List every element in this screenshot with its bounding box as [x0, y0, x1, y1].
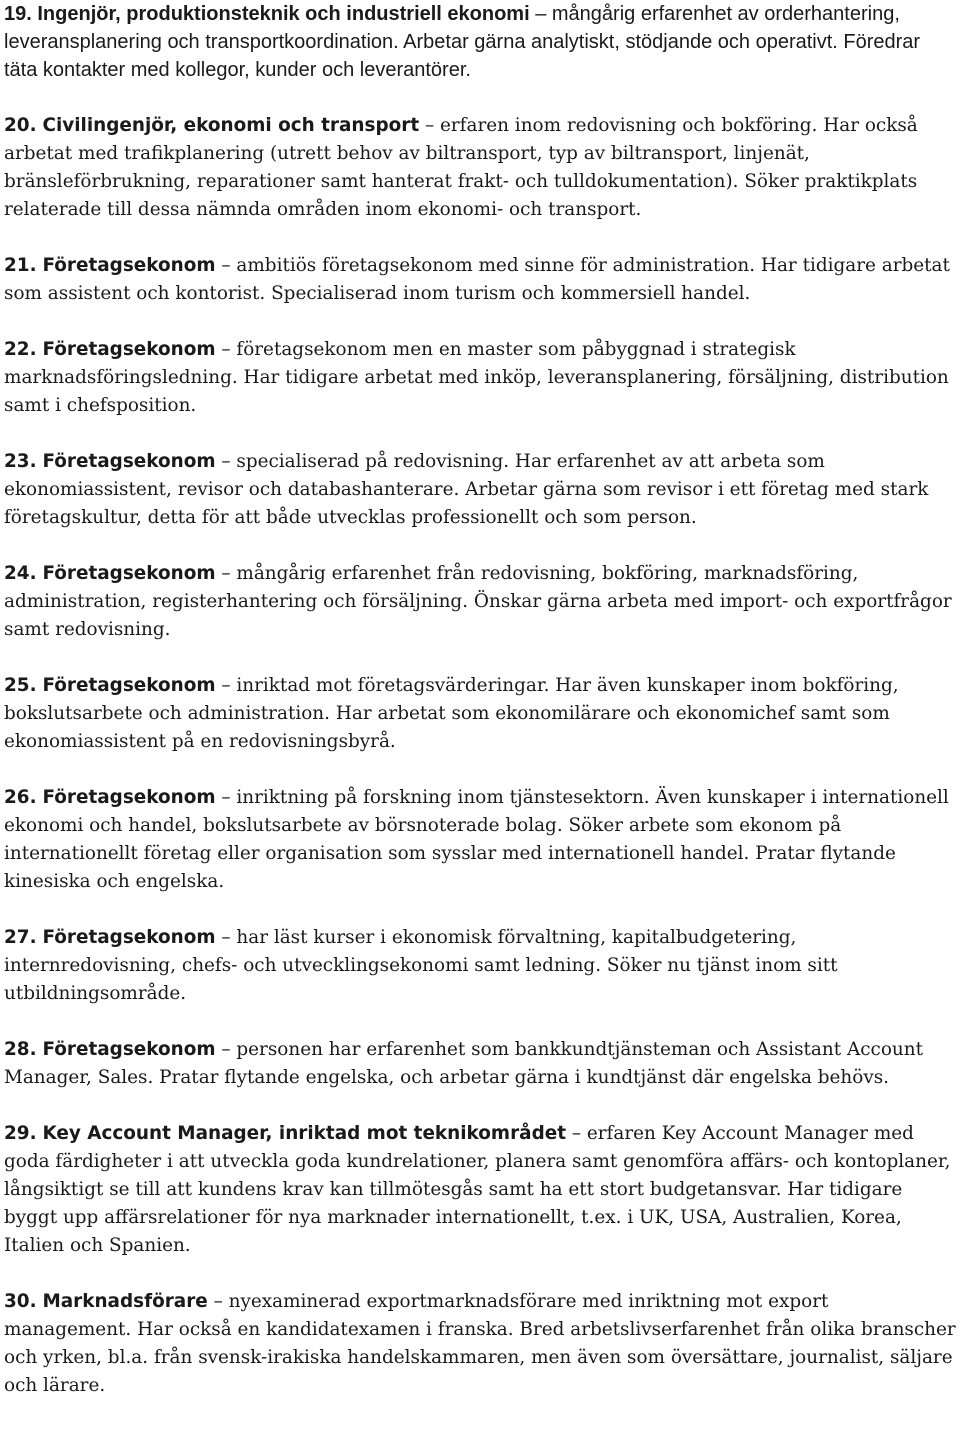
- entry-text: – inriktad mot företagsvärderingar. Har även kunskaper inom bokföring, bokslutsarbete och administration. Har arbetat som ekonomilärare och ekonomichef samt som ekonomiassistent på en redovisningsbyrå.: [4, 675, 899, 752]
- entry-title: Företagsekonom: [42, 927, 216, 948]
- entry-title: Företagsekonom: [42, 787, 216, 808]
- entry-title: Marknadsförare: [42, 1291, 208, 1312]
- entry-text: – företagsekonom men en master som påbyggnad i strategisk marknadsföringsledning. Har tidigare arbetat med inköp, leveransplanering, försäljning, distribution samt i chefsposition.: [4, 339, 949, 416]
- entry-28: [4, 1036, 956, 1092]
- entry-title: Företagsekonom: [42, 339, 216, 360]
- entry-number: 25.: [4, 675, 37, 696]
- entry-number: 26.: [4, 787, 37, 808]
- entry-text: – erfaren Key Account Manager med goda färdigheter i att utveckla goda kundrelationer, planera samt genomföra affärs- och kontoplaner, långsiktigt se till att kundens krav kan tillmötesgås samt ha ett stort budgetansvar. Har tidigare byggt upp affärsrelationer för nya marknader internationellt, t.ex. i UK, USA, Australien, Korea, Italien och Spanien.: [4, 1123, 951, 1256]
- entry-27: [4, 924, 956, 1008]
- entry-text: – nyexaminerad exportmarknadsförare med inriktning mot export management. Har också en kandidatexamen i franska. Bred arbetslivserfarenhet från olika branscher och yrken, bl.a. från svensk-irakiska handelskammaren, men även som översättare, journalist, säljare och lärare.: [4, 1291, 956, 1396]
- entry-text: – ambitiös företagsekonom med sinne för administration. Har tidigare arbetat som assistent och kontorist. Specialiserad inom turism och kommersiell handel.: [4, 255, 950, 304]
- entry-text: – inriktning på forskning inom tjänstesektorn. Även kunskaper i internationell ekonomi och handel, bokslutsarbete av börsnoterade bolag. Söker arbete som ekonom på internationellt företag eller organisation som sysslar med internationell handel. Pratar flytande kinesiska och engelska.: [4, 787, 949, 892]
- entry-number: 27.: [4, 927, 37, 948]
- entry-text: – mångårig erfarenhet av orderhantering, leveransplanering och transportkoordination. Arbetar gärna analytiskt, stödjande och operativt. Föredrar täta kontakter med kollegor, kunder och leverantörer.: [4, 3, 921, 81]
- entry-title: Ingenjör, produktionsteknik och industriell ekonomi: [37, 3, 530, 25]
- entry-25: [4, 672, 956, 756]
- entry-number: 29.: [4, 1123, 37, 1144]
- entry-title: Företagsekonom: [42, 255, 216, 276]
- entry-number: 19.: [4, 3, 32, 25]
- entry-title: Företagsekonom: [42, 675, 216, 696]
- entry-29: [4, 1120, 956, 1260]
- entry-number: 30.: [4, 1291, 37, 1312]
- entry-26: [4, 784, 956, 896]
- entry-number: 21.: [4, 255, 37, 276]
- entry-title: Företagsekonom: [42, 451, 216, 472]
- entry-number: 20.: [4, 115, 37, 136]
- entry-number: 28.: [4, 1039, 37, 1060]
- entry-text: – erfaren inom redovisning och bokföring. Har också arbetat med trafikplanering (utrett behov av biltransport, typ av biltransport, linjenät, bränsleförbrukning, reparationer samt hanterat frakt- och tulldokumentation). Söker praktikplats relaterade till dessa nämnda områden inom ekonomi- och transport.: [4, 115, 918, 220]
- entry-title: Företagsekonom: [42, 563, 216, 584]
- entry-30: [4, 1288, 956, 1400]
- entry-title: Key Account Manager, inriktad mot teknikområdet: [42, 1123, 566, 1144]
- entry-number: 22.: [4, 339, 37, 360]
- entry-text: – mångårig erfarenhet från redovisning, bokföring, marknadsföring, administration, registerhantering och försäljning. Önskar gärna arbeta med import- och exportfrågor samt redovisning.: [4, 563, 952, 640]
- entry-text: – specialiserad på redovisning. Har erfarenhet av att arbeta som ekonomiassistent, revisor och databashanterare. Arbetar gärna som revisor i ett företag med stark företagskultur, detta för att både utvecklas professionellt och som person.: [4, 451, 929, 528]
- entry-24: [4, 560, 956, 644]
- entry-text: – personen har erfarenhet som bankkundtjänsteman och Assistant Account Manager, Sales. Pratar flytande engelska, och arbetar gärna i kundtjänst där engelska behövs.: [4, 1039, 923, 1088]
- entry-21: [4, 252, 956, 308]
- entry-number: 23.: [4, 451, 37, 472]
- entry-text: – har läst kurser i ekonomisk förvaltning, kapitalbudgetering, internredovisning, chefs- och utvecklingsekonomi samt ledning. Söker nu tjänst inom sitt utbildningsområde.: [4, 927, 838, 1004]
- entry-title: Civilingenjör, ekonomi och transport: [42, 115, 420, 136]
- entry-23: [4, 448, 956, 532]
- entry-19: [4, 0, 956, 84]
- entry-20: [4, 112, 956, 224]
- entry-number: 24.: [4, 563, 37, 584]
- entry-title: Företagsekonom: [42, 1039, 216, 1060]
- entry-22: [4, 336, 956, 420]
